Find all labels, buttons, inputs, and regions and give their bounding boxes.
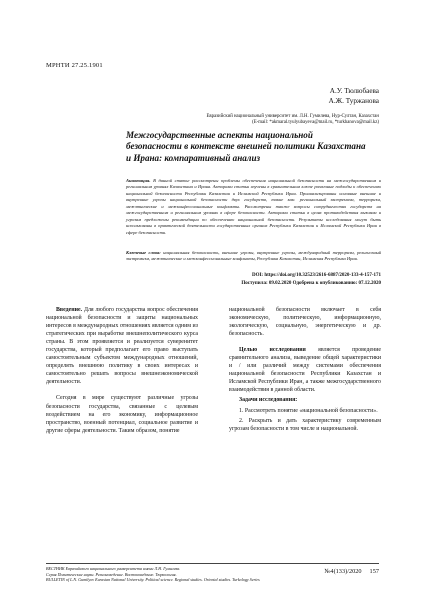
affiliation — [160, 114, 379, 127]
paragraph — [229, 346, 381, 394]
left-column — [46, 306, 198, 443]
author-list — [329, 86, 379, 106]
page-number: 157 — [369, 568, 379, 575]
paragraph — [229, 396, 381, 404]
author-name: А.Ж. Туржанова — [328, 97, 379, 105]
paragraph-text: 1. Рассмотреть понятие «национальной безопасности». — [239, 407, 378, 414]
paragraph — [229, 417, 381, 433]
mrnti-code: МРНТИ 27.25.1901 — [46, 62, 103, 69]
keywords — [126, 250, 381, 263]
keywords-label: Ключевые слова: — [126, 250, 161, 255]
issue-info — [306, 568, 379, 575]
received-dates: Поступила: 09.02.2020 Одобрена к опубликованию: 07.12.2020 — [241, 281, 381, 286]
abstract-label: Аннотация. — [126, 178, 151, 183]
paragraph-lead: Целью исследования — [239, 347, 306, 354]
paragraph — [46, 306, 198, 386]
paragraph-lead: Задачи исследования: — [239, 397, 298, 404]
keywords-text: национальная безопасность, внешние угрозы, внутренние угрозы, международный терроризм, религиозный экстремизм, межэтнические и межконфессиональные конфликты, Республика Казахстан, Исламская Республика Иран. — [126, 250, 381, 262]
journal-line: ВЕСТНИК Евразийского национального университета имени Л.Н. Гумилева. — [46, 566, 181, 571]
doi-block — [126, 272, 381, 288]
doi-link[interactable]: DOI: https://doi.org/10.32523/2616-6887/2020-133-4-157-171 — [251, 273, 381, 278]
paragraph-text: является проведение сравнительного анализа, выведение общей характеристики и / или различий между системами обеспечения национальной безопасности Республики Казахстан и Исламской Республики Иран, а также межгосударственного взаимодействия в данной области. — [229, 347, 381, 394]
paragraph-text: Сегодня в мире существуют различные угрозы безопасности государства, связанные с целевым воздействием на его экономику, информационное пространство, военный потенциал, социальное развитие и другие сферы деятельности. Таким образом, понятие — [46, 395, 198, 434]
paragraph-text: 2. Раскрыть и дать характеристику современным угрозам безопасности в том числе и национальной. — [229, 417, 381, 432]
paragraph — [229, 306, 381, 338]
article-title: Межгосударственные аспекты национальной безопасности в контексте внешней политики Казахстана и Ирана: компаративный анализ — [126, 130, 366, 163]
paragraph — [46, 394, 198, 434]
affiliation-line: Евразийский национальный университет им. Л.Н. Гумилева, Нур-Султан, Казахстан — [206, 114, 379, 119]
abstract-text: В данной статье рассмотрены проблемы обеспечения национальной безопасности на межгосударственном и региональном уровнях Казахстана и Ирана. Авторами статьи изучены в сравнительном ключе различные подходы к обеспечению национальной безопасности Республики Казахстан и Исламской Республики Иран. Проанализированы основные внешние и внутренние угрозы национальной безопасности двух государств, такие как: региональный экстремизм, терроризм, межэтнические и межконфессиональные конфликты. Рассмотрены также вопросы сотрудничества государств на межгосударственном и региональном уровнях в сфере безопасности. Авторами статьи в целях противодействия вызовам и угрозам предложены рекомендации по обеспечению национальной безопасности. Результаты исследования могут быть использованы в практической деятельности государственных органов Республики Казахстан и Исламской Республики Иран в сфере безопасности. — [126, 178, 381, 235]
affiliation-email: (E-mail: *akmaral.tyulyubayeva@mail.ru, *turkhanova@mail.kz) — [252, 120, 379, 126]
journal-line: BULLETIN of L.N. Gumilyov Eurasian National University. Political science. Regional studies. Oriental studies. Turkology Series — [46, 577, 260, 583]
paragraph-text: национальной безопасности включает в себя экономическую, политическую, информационную, экологическую, социальную, энергетическую и др. безопасность. — [229, 307, 381, 338]
paragraph-text: Для любого государства вопрос обеспечения национальной безопасности и защиты национальных интересов в международных отношениях является одним из стратегических при выработке внешнеполитического курса страны. В этом проявляется и реализуется суверенитет государства, который предполагает его право выступать самостоятельным субъектом международных отношений, определять внешнюю политику в своих интересах и самостоятельно решать вопросы внешнеэкономической деятельности. — [46, 307, 198, 386]
author-name: А.У. Тюлюбаева — [329, 87, 379, 95]
right-column — [229, 306, 381, 441]
journal-line: Серия Политические науки. Регионоведение. Востоковедение. Тюркология. — [46, 571, 177, 577]
issue-number: №4(133)/2020 — [324, 568, 362, 575]
paragraph — [229, 407, 381, 415]
journal-info — [46, 566, 306, 583]
abstract — [126, 178, 381, 236]
footer-divider — [46, 563, 379, 564]
paragraph-lead: Введение. — [56, 307, 83, 313]
